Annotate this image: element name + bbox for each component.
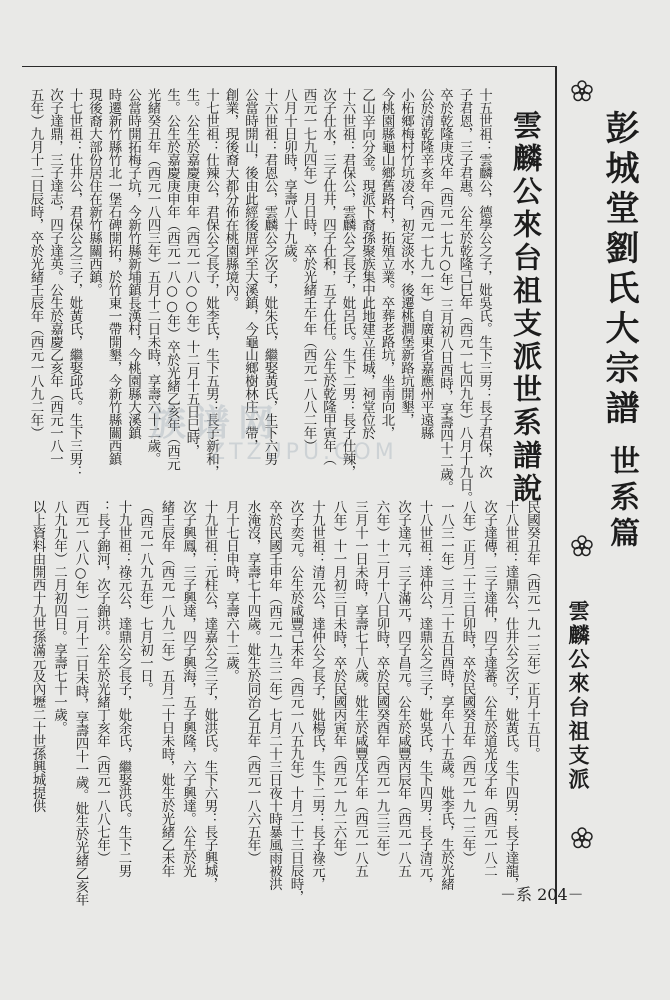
text-column: 五年）九月十二日辰時，卒於光緒壬辰年（西元一八九二年）	[27, 88, 44, 439]
text-column: 次子奕元。公生於咸豐己未年（西元一八五九年）十月二十三日辰時，	[287, 500, 304, 903]
text-column: ：長子錦河，次子錦洪。公生於光緒丁亥年（西元一八八七年）	[94, 500, 110, 864]
watermark-text: 族谱网	[150, 403, 283, 444]
text-column: 次子仕水，三子仕井，四子仕和，五子仕任。公生於乾隆甲寅年（	[320, 88, 336, 465]
plum-blossom-icon	[571, 535, 593, 557]
text-column: 十七世祖：仕辣公，君保公之長子，妣李氏，生下五男：長子新和，	[203, 88, 219, 478]
text-column: 月十七日申時，享壽六十二歲。	[223, 500, 239, 682]
text-column: 六年）十二月十八日卯時，卒於民國癸酉年（西元一九三三年）	[373, 500, 390, 864]
text-column: 次子興鳳，三子興達，四子興海，五子興隆，六子興達。公生於光	[180, 500, 196, 877]
text-column: 水淹沒，享壽七十四歲。妣生於同治乙丑年（西元一八六五年）	[244, 500, 261, 864]
text-column: 十九世祖：元柱公，達嘉公之三子，妣洪氏。生下六男：長子興城，	[201, 500, 218, 890]
text-column: 十六世祖：君保公，雲麟公之長子，妣呂氏。生下二男：長子仕辣，	[339, 88, 356, 478]
text-column: 乙山辛向分金。現派下裔孫聚族集中此地建立佳城，祠堂位於	[359, 88, 375, 439]
header-divider-line	[555, 66, 557, 904]
text-column: 十八世祖：達仲公，達鼎公之三子，妣吳氏，生下四男：長子清元，	[416, 500, 433, 890]
text-column: 十八世祖：達鼎公，仕井公之次子，妣黃氏。生下四男：長子達龍，	[502, 500, 519, 890]
text-column: 現後裔大部份居住在新竹縣關西鎮。	[86, 88, 102, 296]
text-column: 八九九年）二月初四日。享壽七十一歲。	[51, 500, 67, 734]
genealogy-title: 彭城堂劉氏大宗譜	[599, 110, 639, 430]
section-heading: 世系篇	[604, 445, 639, 553]
text-column: 八年）十一月初三日未時，卒於民國丙寅年（西元一九二六年）	[330, 500, 347, 864]
plum-blossom-icon	[571, 827, 593, 849]
text-column: 八年）正月二十三日卯時，卒於民國癸丑年（西元一九一三年）	[459, 500, 476, 864]
side-label: 雲麟公來台祖支派	[566, 600, 591, 792]
watermark-url: ZTZUPU.COM	[210, 440, 398, 465]
text-column: 一八三一年）三月二十五日酉時，享年八十五歲。妣李氏，生於光緒	[438, 500, 454, 890]
text-column: 民國癸丑年（西元一九一三年）正月十五日。	[524, 500, 540, 760]
text-column: 次子達鼎，三子達志，四子達英。公生於嘉慶乙亥年（西元一八一	[47, 88, 63, 465]
text-column: 十七世祖：仕井公，君保公之三子，妣黃氏，繼娶邱氏。生下三男：	[66, 88, 83, 478]
text-column: 生。公生於嘉慶庚申年（西元一八○○年）十二月十五日巳時，	[183, 88, 200, 457]
top-border-line	[22, 66, 557, 67]
text-column: 生。公生於嘉慶庚申年（西元一八○○年）卒於光緒乙亥年（西元	[164, 88, 180, 470]
text-column: 以上資料由開西十九世孫滿元及內壢二十世孫興城提供	[29, 500, 46, 812]
text-column: 十六世祖：君恩公，雲麟公之次子，妣朱氏，繼娶黃氏，生下六男	[261, 88, 278, 465]
text-column: 西元一八八○年）二月十二日未時，享壽四十一歲。妣生於光緒乙亥年	[72, 500, 89, 906]
text-column: 八月十日卯時，享壽八十九歲。	[281, 88, 297, 270]
text-column: 十九世祖：祿元公，達鼎公之長子，妣余氏，繼娶洪氏。生下二男	[115, 500, 132, 877]
text-column: 卒於乾隆庚戌年（西元一七九○年）三月初八日酉時，享壽四十二歲。	[437, 88, 453, 494]
text-column: 西元一七九四年）月日時，卒於光緒壬午年（西元一八八二年）	[300, 88, 317, 452]
section-title: 雲麟公來台祖支派世系譜說	[509, 110, 543, 506]
page-number: －系 204－	[500, 885, 584, 904]
text-column: 十五世祖：雲麟公，德學公之子，妣吳氏。生下三男：長子君保，次	[476, 88, 492, 478]
text-column: 三月十一日未時，享壽七十八歲。妣生於咸豐戊午年（西元一八五	[352, 500, 368, 877]
text-column: 十九世祖：清元公，達仲公之長子，妣楊氏，生下二男：長子祿元，	[309, 500, 325, 890]
text-column: 創業，現後裔大都分佈在桃園縣境內。	[222, 88, 239, 309]
text-column: 次子達元，三子滿元，四子昌元。公生於咸豐丙辰年（西元一八五	[395, 500, 411, 877]
text-column: 公當時開拓梅子坑，今新竹縣新埔鎮長漢村，今桃園縣大溪鎮	[125, 88, 141, 439]
text-column: 小柘鄉梅村竹坑凌台，初定淡水，後遷桃澗堡新路坑開墾，	[398, 88, 414, 426]
text-column: 子君恩，三子君惠。公生於乾隆己巳年（西元一七四九年）八月十九日。	[456, 88, 473, 504]
plum-blossom-icon	[571, 80, 593, 102]
text-column: 緒壬辰年（西元一八九二年）五月二十日未時，妣生於光緒乙未年	[158, 500, 175, 877]
text-column: 公於清乾隆辛亥年（西元一七九一年）自廣東省嘉應州平遠縣	[417, 88, 434, 439]
text-column: 今桃園縣龜山鄉舊路村，拓殖立業。卒葬老路坑，坐南向北，	[378, 88, 395, 439]
text-column: （西元一八九五年）七月初一日。	[137, 500, 153, 695]
text-column: 光緒癸丑年（西元一八四三年）五月十二日未時，享壽六十二歲。	[144, 88, 161, 465]
text-column: 時遷新竹縣竹北一堡石碑開拓，於竹東一帶開墾，今新竹縣關西鎮	[105, 88, 122, 465]
text-column: 次子達傳，三子達仲，四子達蕃。公生於道光戊子年（西元一八二	[481, 500, 497, 877]
text-column: 公當時開山，後由此經後厝坪至大溪鎮，今龜山鄉樹林庄一帶，	[242, 88, 258, 452]
text-column: 卒於民國壬申年（西元一九三二年）七月二十三日夜十時暴風雨被洪	[266, 500, 282, 890]
